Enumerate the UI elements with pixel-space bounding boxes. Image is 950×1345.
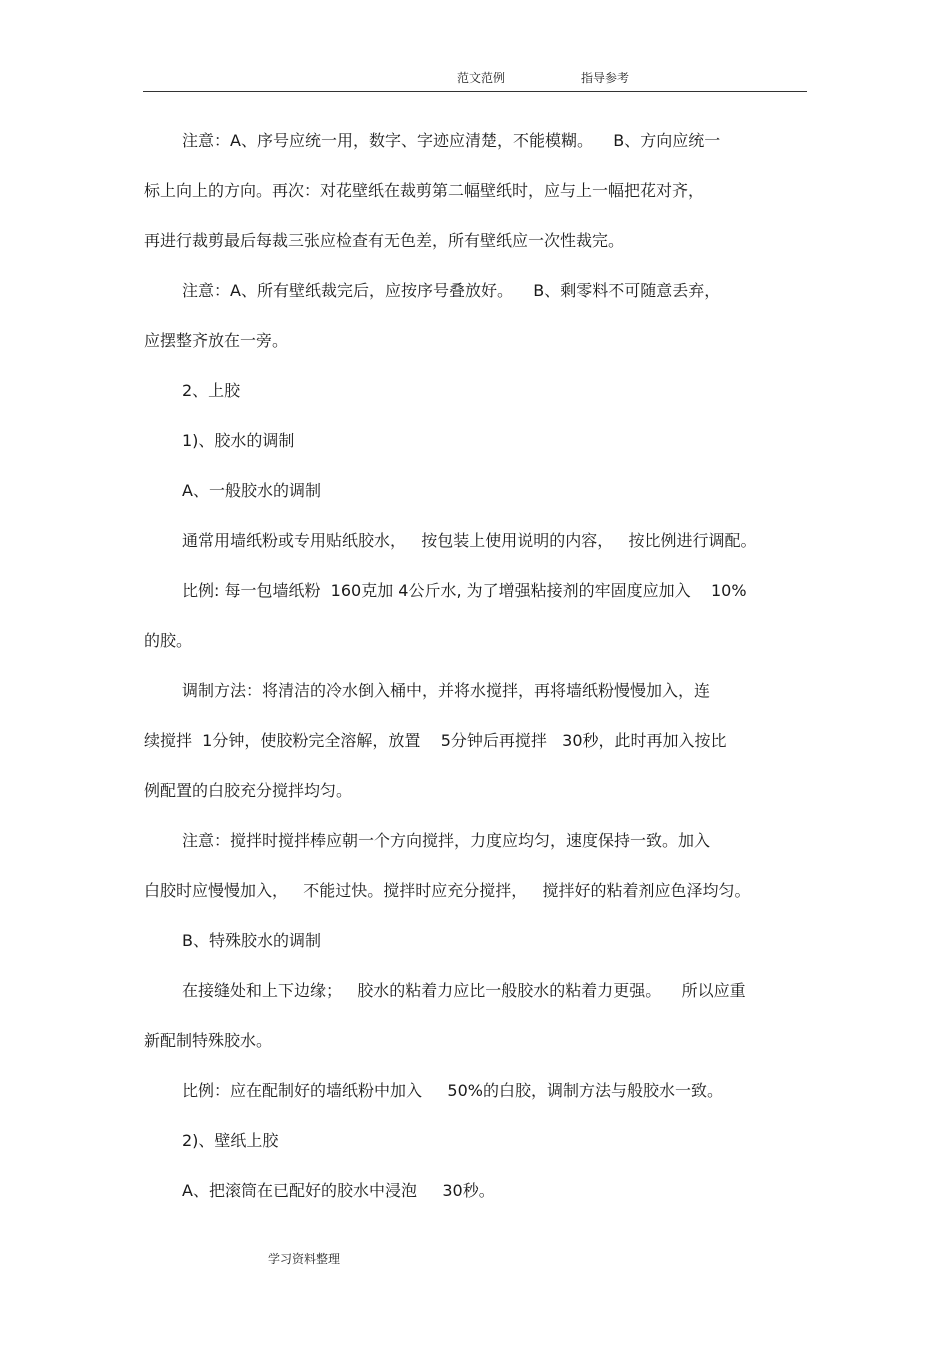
subsection-heading: 2)、壁纸上胶 (182, 1131, 279, 1150)
body-line: 白胶时应慢慢加入， 不能过快。搅拌时应充分搅拌， 搅拌好的粘着剂应色泽均匀。 (144, 881, 751, 900)
subsection-heading: A、一般胶水的调制 (182, 481, 321, 500)
body-line: 比例: 每一包墙纸粉 160克加 4公斤水, 为了增强粘接剂的牢固度应加入 10% (182, 581, 747, 600)
body-line: 应摆整齐放在一旁。 (144, 331, 289, 350)
body-line: 注意：A、所有壁纸裁完后，应按序号叠放好。 B、剩零料不可随意丢弃， (182, 281, 721, 300)
body-line: 在接缝处和上下边缘； 胶水的粘着力应比一般胶水的粘着力更强。 所以应重 (182, 981, 746, 1000)
body-line: 标上向上的方向。再次：对花壁纸在裁剪第二幅壁纸时，应与上一幅把花对齐， (144, 181, 705, 200)
body-line: 的胶。 (144, 631, 193, 650)
body-line: 通常用墙纸粉或专用贴纸胶水， 按包装上使用说明的内容， 按比例进行调配。 (182, 531, 757, 550)
subsection-heading: 1)、胶水的调制 (182, 431, 295, 450)
body-line: 调制方法：将清洁的冷水倒入桶中，并将水搅拌，再将墙纸粉慢慢加入，连 (182, 681, 711, 700)
section-heading: 2、上胶 (182, 381, 241, 400)
body-line: 注意：A、序号应统一用，数字、字迹应清楚，不能模糊。 B、方向应统一 (182, 131, 721, 150)
body-line: A、把滚筒在已配好的胶水中浸泡 30秒。 (182, 1181, 495, 1200)
body-line: 再进行裁剪最后每裁三张应检查有无色差，所有壁纸应一次性裁完。 (144, 231, 625, 250)
subsection-heading: B、特殊胶水的调制 (182, 931, 321, 950)
header-divider (143, 91, 807, 92)
body-line: 比例：应在配制好的墙纸粉中加入 50%的白胶，调制方法与般胶水一致。 (182, 1081, 723, 1100)
body-line: 新配制特殊胶水。 (144, 1031, 273, 1050)
header-right-text: 指导参考 (581, 71, 630, 85)
body-line: 注意：搅拌时搅拌棒应朝一个方向搅拌，力度应均匀，速度保持一致。加入 (182, 831, 711, 850)
body-line: 续搅拌 1分钟，使胶粉完全溶解，放置 5分钟后再搅拌 30秒，此时再加入按比 (144, 731, 727, 750)
header-left-text: 范文范例 (457, 71, 506, 85)
body-line: 例配置的白胶充分搅拌均匀。 (144, 781, 353, 800)
footer-text: 学习资料整理 (268, 1252, 341, 1266)
